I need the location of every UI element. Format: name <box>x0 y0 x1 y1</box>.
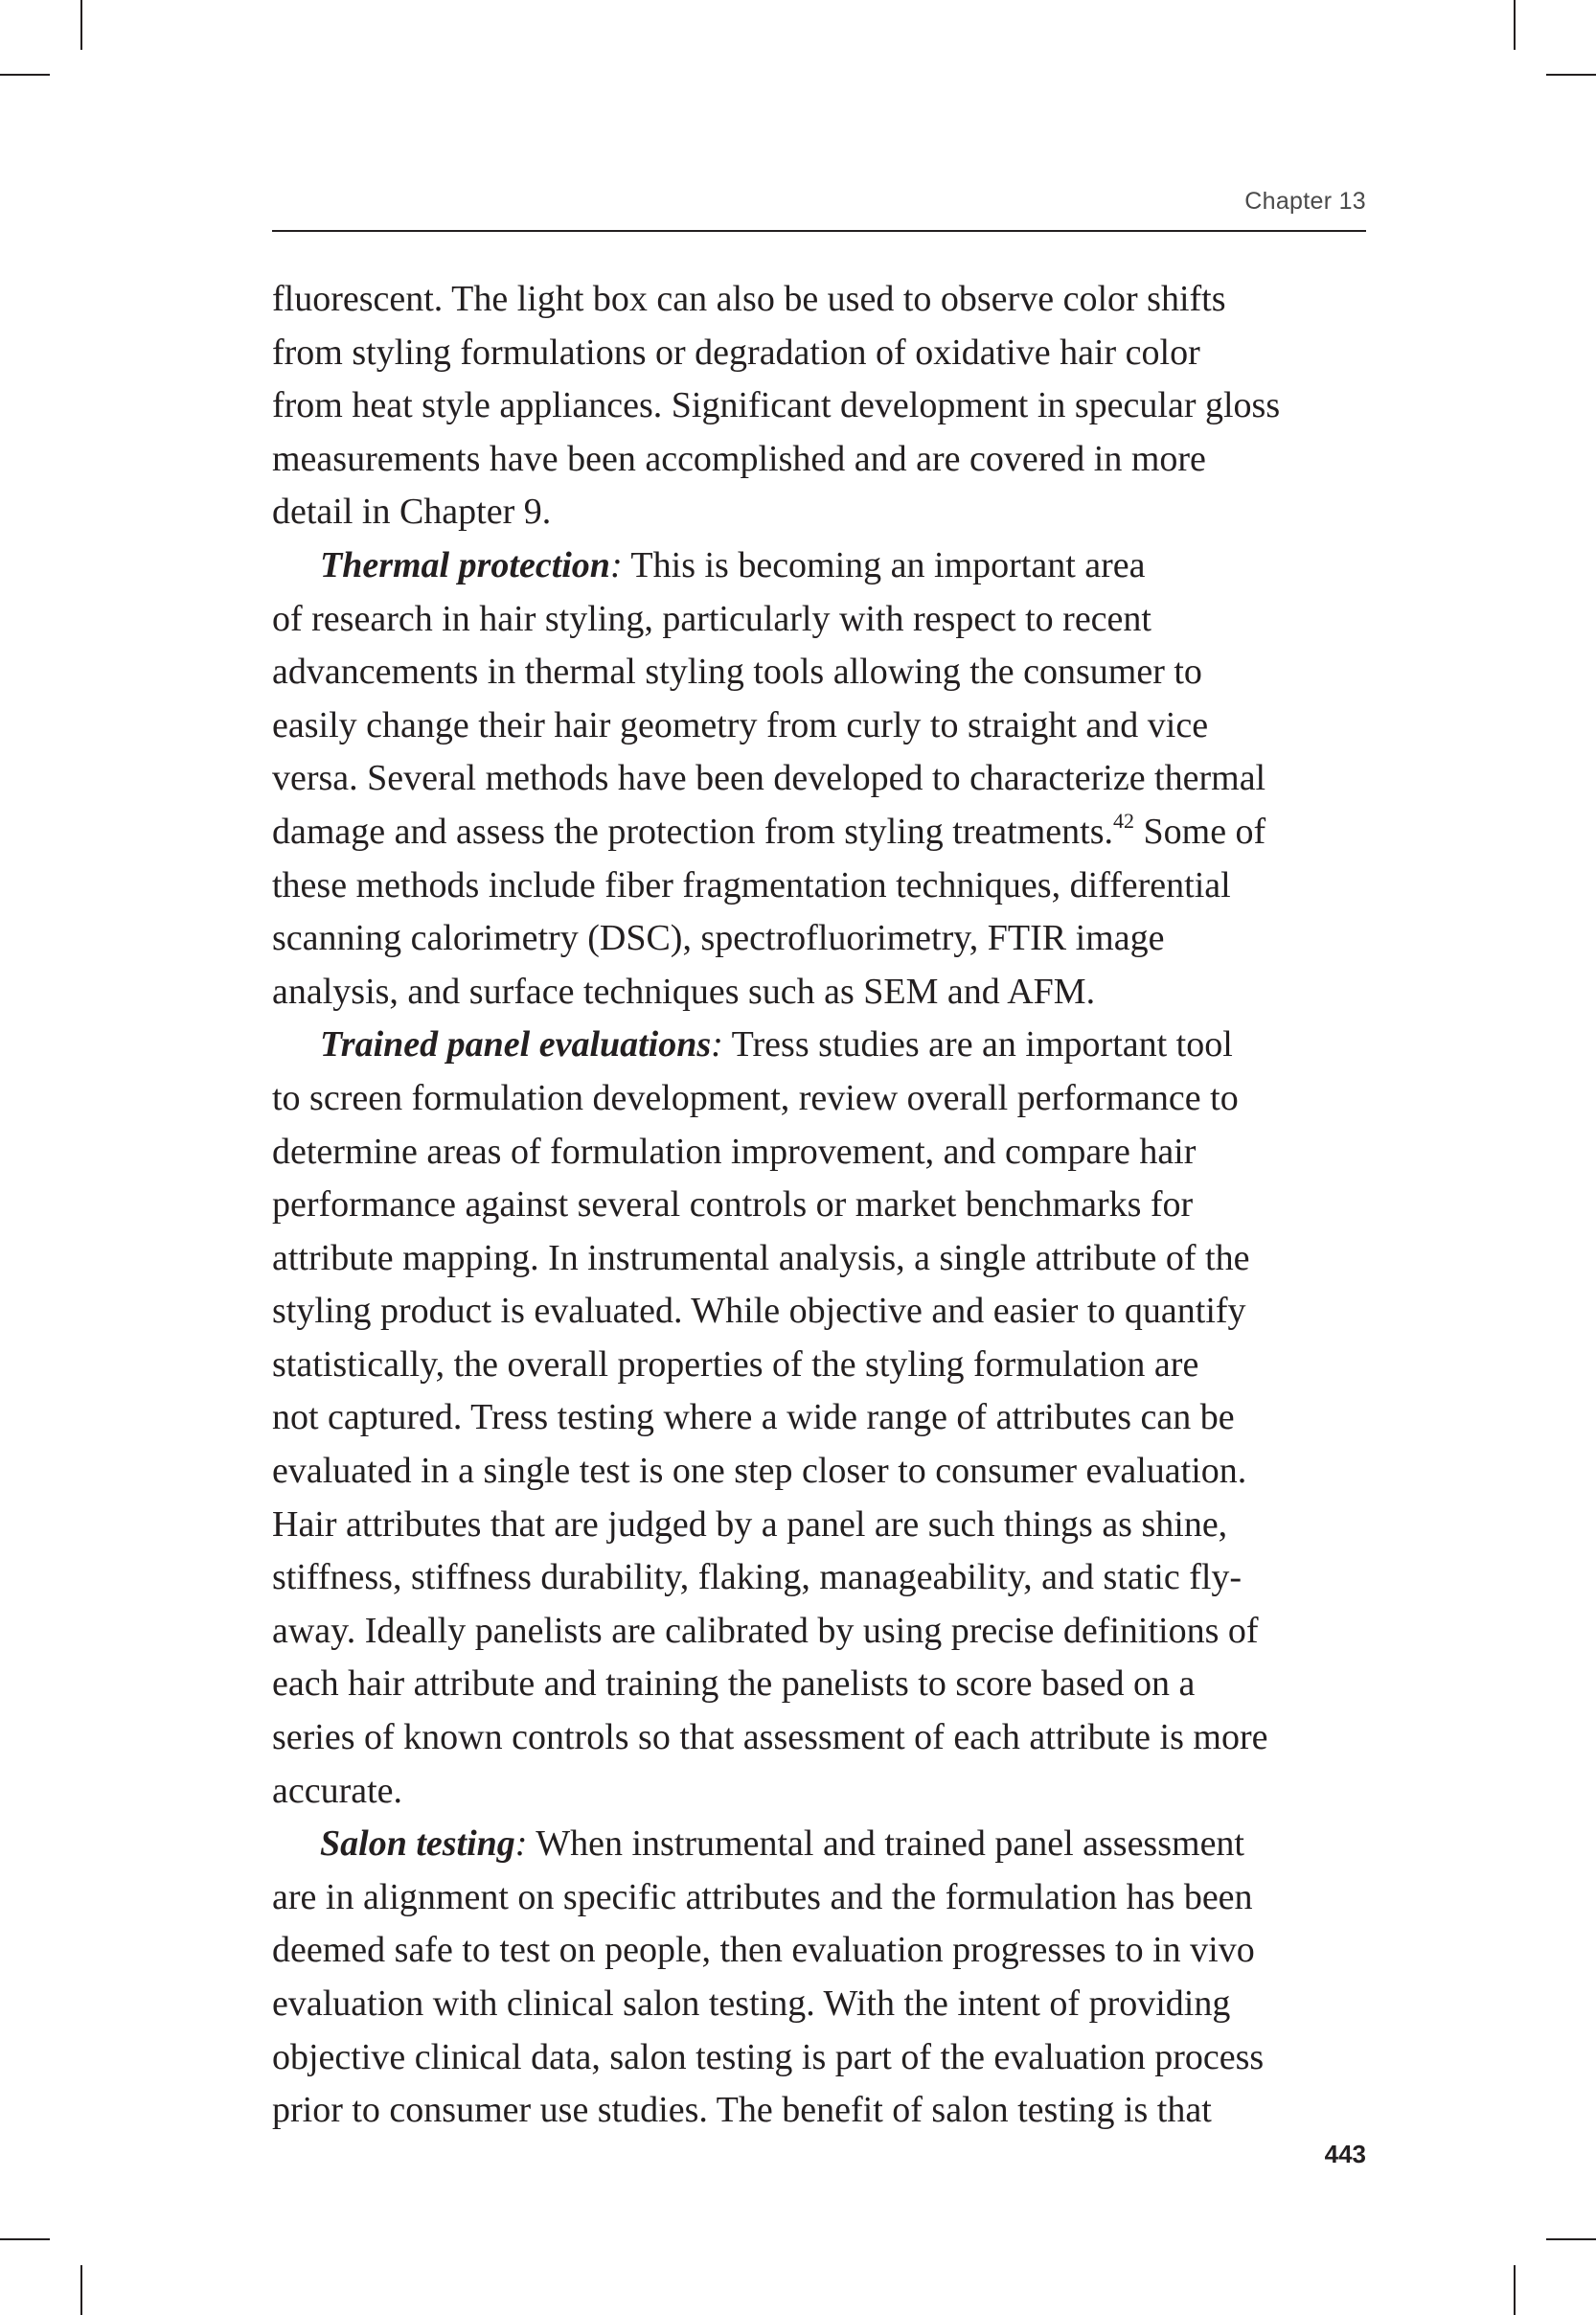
text-line: styling product is evaluated. While objective and easier to quantify <box>272 1291 1246 1332</box>
text-line: performance against several controls or market benchmarks for <box>272 1184 1194 1226</box>
crop-mark-top-right-horizontal <box>1546 74 1596 76</box>
text-line: Hair attributes that are judged by a panel are such things as shine, <box>272 1503 1228 1545</box>
text-line: measurements have been accomplished and are covered in more <box>272 438 1206 479</box>
body-text <box>272 273 1370 2138</box>
text-run: Some of <box>1134 811 1266 852</box>
running-head: Chapter 13 <box>1244 188 1366 215</box>
run-in-colon: : <box>609 544 623 585</box>
paragraph-salon-testing <box>272 1818 1370 2138</box>
text-line: stiffness, stiffness durability, flaking, manageability, and static fly- <box>272 1557 1243 1598</box>
text-run: damage and assess the protection from styling treatments. <box>272 811 1113 852</box>
text-line: advancements in thermal styling tools allowing the consumer to <box>272 652 1202 693</box>
paragraph-light-box <box>272 273 1370 539</box>
text-line: determine areas of formulation improvement, and compare hair <box>272 1131 1197 1172</box>
text-line: analysis, and surface techniques such as SEM and AFM. <box>272 971 1096 1012</box>
run-in-colon: : <box>514 1823 528 1865</box>
text-run: This is becoming an important area <box>622 544 1146 585</box>
text-line: attribute mapping. In instrumental analysis, a single attribute of the <box>272 1237 1250 1278</box>
text-line-first <box>272 1019 1370 1072</box>
text-line-first <box>272 539 1370 593</box>
text-line: detail in Chapter 9. <box>272 492 552 533</box>
text-line: away. Ideally panelists are calibrated by using precise definitions of <box>272 1610 1259 1651</box>
crop-mark-bottom-left-vertical <box>80 2265 82 2315</box>
crop-mark-bottom-right-horizontal <box>1546 2238 1596 2240</box>
text-line: to screen formulation development, review overall performance to <box>272 1077 1239 1118</box>
crop-mark-top-left-horizontal <box>0 74 50 76</box>
text-line: accurate. <box>272 1770 403 1811</box>
run-in-heading-trained-panel: Trained panel evaluations <box>320 1024 712 1066</box>
text-line: from styling formulations or degradation of oxidative hair color <box>272 332 1200 373</box>
text-line: versa. Several methods have been developed to characterize thermal <box>272 758 1266 799</box>
run-in-heading-salon-testing: Salon testing <box>320 1823 515 1865</box>
paragraph-thermal-protection <box>272 539 1370 1019</box>
header-rule <box>272 230 1366 232</box>
text-line: of research in hair styling, particularly with respect to recent <box>272 598 1151 639</box>
run-in-heading-thermal-protection: Thermal protection <box>320 544 610 585</box>
crop-mark-bottom-left-horizontal <box>0 2238 50 2240</box>
crop-mark-top-right-vertical <box>1514 0 1516 50</box>
text-line: easily change their hair geometry from curly to straight and vice <box>272 704 1209 745</box>
text-line: are in alignment on specific attributes and the formulation has been <box>272 1876 1253 1917</box>
text-line-first <box>272 1818 1370 1871</box>
crop-mark-top-left-vertical <box>80 0 82 50</box>
text-line: evaluated in a single test is one step closer to consumer evaluation. <box>272 1451 1247 1492</box>
text-line: deemed safe to test on people, then evaluation progresses to in vivo <box>272 1930 1255 1971</box>
text-run: When instrumental and trained panel assessment <box>527 1823 1244 1865</box>
text-line: fluorescent. The light box can also be used to observe color shifts <box>272 279 1226 319</box>
text-line: objective clinical data, salon testing is part of the evaluation process <box>272 2036 1265 2077</box>
text-line: each hair attribute and training the panelists to score based on a <box>272 1663 1196 1705</box>
text-line: scanning calorimetry (DSC), spectrofluorimetry, FTIR image <box>272 918 1165 959</box>
text-line: not captured. Tress testing where a wide range of attributes can be <box>272 1397 1235 1438</box>
text-line: evaluation with clinical salon testing. With the intent of providing <box>272 1983 1231 2024</box>
text-line: series of known controls so that assessment of each attribute is more <box>272 1717 1268 1758</box>
text-line: these methods include fiber fragmentation techniques, differential <box>272 864 1231 905</box>
footnote-reference[interactable]: 42 <box>1113 808 1134 833</box>
paragraph-trained-panel-evaluations <box>272 1019 1370 1818</box>
text-line-with-footnote <box>272 806 1370 860</box>
text-line: from heat style appliances. Significant development in specular gloss <box>272 385 1281 426</box>
page-number: 443 <box>1324 2140 1366 2168</box>
text-line: statistically, the overall properties of the styling formulation are <box>272 1343 1199 1385</box>
text-line: prior to consumer use studies. The benefit of salon testing is that <box>272 2090 1212 2131</box>
text-run: Tress studies are an important tool <box>722 1024 1233 1066</box>
crop-mark-bottom-right-vertical <box>1514 2265 1516 2315</box>
run-in-colon: : <box>711 1024 723 1066</box>
